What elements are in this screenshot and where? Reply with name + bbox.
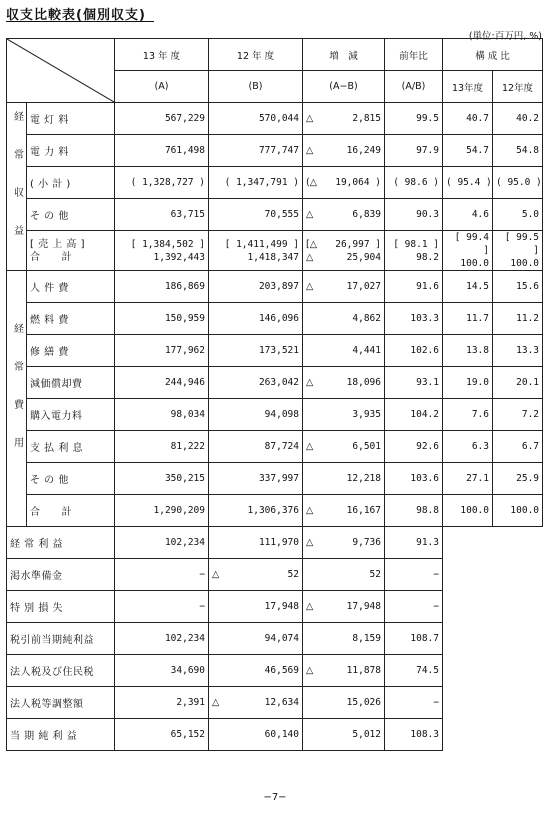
ratio12-cell: 13.3: [493, 335, 543, 367]
decrease-mark: △: [306, 113, 314, 124]
diff-value: 19,064 ): [335, 177, 381, 188]
decrease-mark: △: [212, 569, 220, 580]
title-underline: [6, 21, 154, 22]
diff-value: 2,815: [352, 113, 381, 124]
yoy-cell: −: [385, 591, 443, 623]
diff-value: 17,027: [346, 281, 381, 292]
amount-value: 52: [287, 569, 299, 580]
row-label: 特 別 損 失: [7, 591, 115, 623]
value-12: 173,521: [209, 335, 303, 367]
group-label-text: 経常費用: [11, 322, 23, 475]
row-label: 渇水準備金: [7, 559, 115, 591]
diff-cell: [303, 431, 385, 463]
row-label: 当 期 純 利 益: [7, 719, 115, 751]
amount-value: 60,140: [264, 729, 299, 740]
diff-cell: [303, 687, 385, 719]
diff-value: 6,501: [352, 441, 381, 452]
row-label: 支 払 利 息: [27, 431, 115, 463]
row-label: 合 計: [27, 495, 115, 527]
decrease-mark: △: [306, 145, 314, 156]
total-12: [209, 231, 303, 271]
row-label: 法人税等調整額: [7, 687, 115, 719]
table-row: [7, 335, 543, 367]
value-13: 98,034: [115, 399, 209, 431]
value-12: 570,044: [209, 103, 303, 135]
table-row: [7, 655, 543, 687]
diff-cell: [303, 527, 385, 559]
value-12: [209, 559, 303, 591]
diff-cell: [303, 623, 385, 655]
yoy-cell: 99.5: [385, 103, 443, 135]
diff-value: 26,997 ]: [335, 238, 381, 250]
ratio13-cell: 100.0: [443, 495, 493, 527]
value-13: [115, 719, 209, 751]
header-row-1: [7, 39, 543, 71]
diff-value: 16,249: [346, 145, 381, 156]
value-12: [209, 623, 303, 655]
table-row: [7, 367, 543, 399]
yoy-cell: 104.2: [385, 399, 443, 431]
total-label: [27, 231, 115, 271]
value-13: 63,715: [115, 199, 209, 231]
amount-value: 102,234: [164, 633, 205, 644]
diff-value: 17,948: [346, 601, 381, 612]
diff-value: 25,904: [346, 251, 381, 263]
table-row: [7, 623, 543, 655]
decrease-mark: △: [212, 697, 220, 708]
table-row: [7, 463, 543, 495]
ratio12-cell: 25.9: [493, 463, 543, 495]
total-ratio13: [443, 231, 493, 271]
blank-cell: [443, 655, 543, 687]
table-row: [7, 719, 543, 751]
blank-cell: [443, 719, 543, 751]
total-yoy: [385, 231, 443, 271]
table-row: [7, 527, 543, 559]
table-row: [7, 167, 543, 199]
row-label: そ の 他: [27, 199, 115, 231]
yoy-cell: 103.6: [385, 463, 443, 495]
value-13: 567,229: [115, 103, 209, 135]
table-row: [7, 303, 543, 335]
value-13: [115, 559, 209, 591]
diff-cell: [303, 719, 385, 751]
row-label: 購入電力料: [27, 399, 115, 431]
value-12: 203,897: [209, 271, 303, 303]
ratio12-cell: 54.8: [493, 135, 543, 167]
yoy-cell: 108.7: [385, 623, 443, 655]
amount-value: 111,970: [258, 537, 299, 548]
diff-value: 15,026: [346, 697, 381, 708]
amount-value: 46,569: [264, 665, 299, 676]
amount-value: −: [199, 601, 205, 612]
value-12: [209, 687, 303, 719]
blank-cell: [443, 687, 543, 719]
value-12: ( 1,347,791 ): [209, 167, 303, 199]
yoy-cell: 91.3: [385, 527, 443, 559]
diff-value: 3,935: [352, 409, 381, 420]
amount-value: 17,948: [264, 601, 299, 612]
comparison-table: [6, 38, 543, 751]
amount-value: −: [199, 569, 205, 580]
yoy-cell: 97.9: [385, 135, 443, 167]
diff-cell: [303, 167, 385, 199]
value-12: 337,997: [209, 463, 303, 495]
total-12-line1: [ 1,411,499 ]: [224, 238, 299, 250]
diff-value: 18,096: [346, 377, 381, 388]
yoy-cell: 102.6: [385, 335, 443, 367]
decrease-mark: △: [306, 665, 314, 676]
table-row: [7, 559, 543, 591]
header-corner: [7, 39, 115, 103]
amount-value: 65,152: [170, 729, 205, 740]
diff-value: 52: [369, 569, 381, 580]
row-label: 電 力 料: [27, 135, 115, 167]
row-label: 修 繕 費: [27, 335, 115, 367]
value-12: 263,042: [209, 367, 303, 399]
yoy-cell: −: [385, 687, 443, 719]
decrease-mark: △: [306, 209, 314, 220]
diff-cell: [303, 655, 385, 687]
total-ratio13-line2: 100.0: [460, 258, 489, 269]
total-13-line2: 1,392,443: [153, 251, 205, 263]
row-label: ( 小 計 ): [27, 167, 115, 199]
value-13: 177,962: [115, 335, 209, 367]
total-yoy-line1: [ 98.1 ]: [393, 238, 439, 250]
amount-value: 102,234: [164, 537, 205, 548]
table-row-total: [7, 231, 543, 271]
yoy-cell: −: [385, 559, 443, 591]
diff-value: 11,878: [346, 665, 381, 676]
decrease-mark: (△: [306, 177, 318, 188]
blank-cell: [443, 591, 543, 623]
total-12-line2: 1,418,347: [247, 251, 299, 263]
diff-cell: [303, 335, 385, 367]
value-13: [115, 527, 209, 559]
total-ratio12: [493, 231, 543, 271]
table-row: [7, 271, 543, 303]
total-ratio13-line1: [ 99.4 ]: [454, 232, 489, 256]
diff-value: 8,159: [352, 633, 381, 644]
value-13: [115, 655, 209, 687]
value-12: [209, 655, 303, 687]
value-13: [115, 687, 209, 719]
ratio12-cell: 6.7: [493, 431, 543, 463]
group-label: [7, 103, 27, 271]
value-12: 70,555: [209, 199, 303, 231]
decrease-mark: △: [306, 281, 314, 292]
table-row: [7, 687, 543, 719]
total-diff: [303, 231, 385, 271]
decrease-mark: △: [306, 601, 314, 612]
diff-value: 5,012: [352, 729, 381, 740]
ratio12-cell: 40.2: [493, 103, 543, 135]
diff-value: 9,736: [352, 537, 381, 548]
decrease-mark: △: [306, 441, 314, 452]
page-title: 収支比較表(個別収支): [6, 8, 146, 23]
row-label: 燃 料 費: [27, 303, 115, 335]
ratio12-cell: 11.2: [493, 303, 543, 335]
ratio13-cell: 13.8: [443, 335, 493, 367]
row-label: そ の 他: [27, 463, 115, 495]
table-row: [7, 431, 543, 463]
header-diff-sub: (A−B): [303, 71, 385, 103]
ratio13-cell: 7.6: [443, 399, 493, 431]
value-13: 150,959: [115, 303, 209, 335]
ratio13-cell: 4.6: [443, 199, 493, 231]
value-13: 761,498: [115, 135, 209, 167]
total-ratio12-line1: [ 99.5 ]: [504, 232, 540, 256]
total-13: [115, 231, 209, 271]
page-number: −7−: [263, 792, 287, 803]
group-label-text: 経常収益: [11, 110, 23, 263]
header-ratio13: 13年度: [443, 71, 493, 103]
diff-cell: [303, 399, 385, 431]
value-13: 350,215: [115, 463, 209, 495]
decrease-mark: [△: [306, 238, 318, 250]
diff-cell: [303, 271, 385, 303]
ratio12-cell: 100.0: [493, 495, 543, 527]
yoy-cell: 108.3: [385, 719, 443, 751]
header-13: 13 年 度: [115, 39, 209, 71]
total-label-line2: 合 計: [30, 251, 72, 263]
decrease-mark: △: [306, 251, 314, 263]
ratio13-cell: 54.7: [443, 135, 493, 167]
decrease-mark: △: [306, 537, 314, 548]
ratio13-cell: 6.3: [443, 431, 493, 463]
unit-note: (単位:百万円, %): [468, 31, 542, 42]
table-row: [7, 591, 543, 623]
yoy-cell: 103.3: [385, 303, 443, 335]
amount-value: 94,074: [264, 633, 299, 644]
blank-cell: [443, 527, 543, 559]
value-13: 186,869: [115, 271, 209, 303]
table-row: [7, 399, 543, 431]
header-12: 12 年 度: [209, 39, 303, 71]
amount-value: 34,690: [170, 665, 205, 676]
diff-value: 4,441: [352, 345, 381, 356]
row-label: 人 件 費: [27, 271, 115, 303]
row-label: 税引前当期純利益: [7, 623, 115, 655]
diff-cell: [303, 559, 385, 591]
blank-cell: [443, 623, 543, 655]
table-row: [7, 199, 543, 231]
total-diff-line: [306, 251, 381, 264]
diff-cell: [303, 591, 385, 623]
diff-cell: [303, 463, 385, 495]
ratio13-cell: 14.5: [443, 271, 493, 303]
row-label: 法人税及び住民税: [7, 655, 115, 687]
ratio12-cell: 15.6: [493, 271, 543, 303]
total-diff-line: [306, 238, 381, 251]
header-ratio: 構 成 比: [443, 39, 543, 71]
header-13-sub: (A): [115, 71, 209, 103]
value-13: 1,290,209: [115, 495, 209, 527]
ratio12-cell: ( 95.0 ): [493, 167, 543, 199]
total-yoy-line2: 98.2: [416, 251, 439, 263]
total-label-line1: [ 売 上 高 ]: [30, 238, 86, 250]
value-12: 1,306,376: [209, 495, 303, 527]
decrease-mark: △: [306, 377, 314, 388]
value-12: 777,747: [209, 135, 303, 167]
ratio13-cell: 40.7: [443, 103, 493, 135]
value-13: [115, 591, 209, 623]
diff-cell: [303, 199, 385, 231]
value-13: 244,946: [115, 367, 209, 399]
header-yoy: 前年比: [385, 39, 443, 71]
yoy-cell: 74.5: [385, 655, 443, 687]
total-ratio12-line2: 100.0: [510, 258, 540, 269]
value-12: 94,098: [209, 399, 303, 431]
value-12: [209, 719, 303, 751]
diff-cell: [303, 135, 385, 167]
total-13-line1: [ 1,384,502 ]: [130, 238, 205, 250]
row-label: 減価償却費: [27, 367, 115, 399]
row-label: 経 常 利 益: [7, 527, 115, 559]
diff-value: 4,862: [352, 313, 381, 324]
amount-value: 12,634: [264, 697, 299, 708]
yoy-cell: ( 98.6 ): [385, 167, 443, 199]
yoy-cell: 90.3: [385, 199, 443, 231]
value-13: ( 1,328,727 ): [115, 167, 209, 199]
ratio12-cell: 7.2: [493, 399, 543, 431]
ratio13-cell: 27.1: [443, 463, 493, 495]
row-label: 電 灯 料: [27, 103, 115, 135]
ratio13-cell: 19.0: [443, 367, 493, 399]
value-12: 146,096: [209, 303, 303, 335]
header-12-sub: (B): [209, 71, 303, 103]
header-yoy-sub: (A/B): [385, 71, 443, 103]
value-13: 81,222: [115, 431, 209, 463]
ratio13-cell: ( 95.4 ): [443, 167, 493, 199]
diff-value: 6,839: [352, 209, 381, 220]
table-row: [7, 495, 543, 527]
header-ratio12: 12年度: [493, 71, 543, 103]
group-label: [7, 271, 27, 527]
yoy-cell: 93.1: [385, 367, 443, 399]
diff-cell: [303, 495, 385, 527]
yoy-cell: 91.6: [385, 271, 443, 303]
ratio12-cell: 5.0: [493, 199, 543, 231]
value-12: [209, 591, 303, 623]
diff-cell: [303, 367, 385, 399]
diff-cell: [303, 103, 385, 135]
diff-value: 16,167: [346, 505, 381, 516]
ratio12-cell: 20.1: [493, 367, 543, 399]
amount-value: 2,391: [176, 697, 205, 708]
header-diff: 増 減: [303, 39, 385, 71]
value-13: [115, 623, 209, 655]
yoy-cell: 92.6: [385, 431, 443, 463]
diff-value: 12,218: [346, 473, 381, 484]
value-12: 87,724: [209, 431, 303, 463]
decrease-mark: △: [306, 505, 314, 516]
blank-cell: [443, 559, 543, 591]
table-row: [7, 135, 543, 167]
value-12: [209, 527, 303, 559]
table-row: [7, 103, 543, 135]
diff-cell: [303, 303, 385, 335]
yoy-cell: 98.8: [385, 495, 443, 527]
ratio13-cell: 11.7: [443, 303, 493, 335]
